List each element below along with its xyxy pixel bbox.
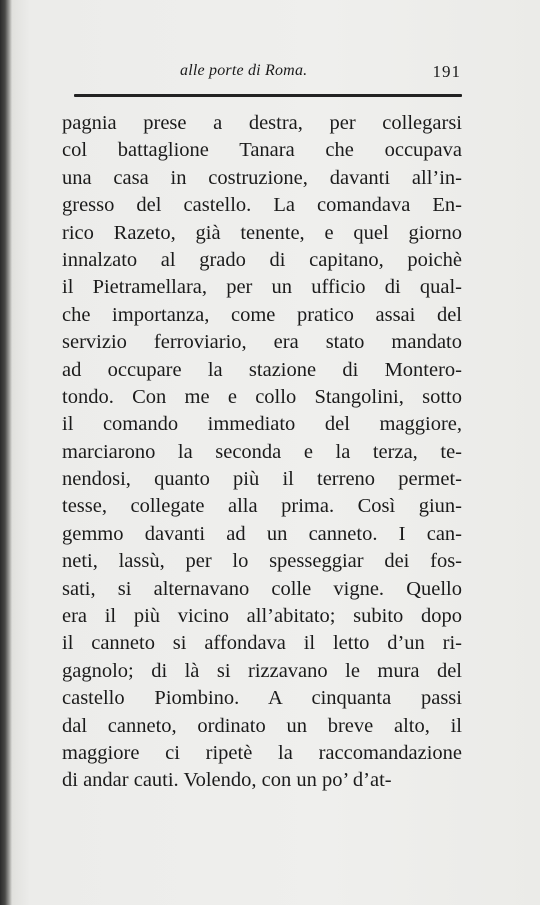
text-line: di andar cauti. Volendo, con un po’ d’at-	[62, 769, 392, 792]
text-line: il Pietramellara, per un ufficio di qual-	[62, 276, 462, 299]
text-line: ad occupare la stazione di Montero-	[62, 358, 462, 381]
text-line: tondo. Con me e collo Stangolini, sotto	[62, 385, 462, 408]
body-text	[62, 110, 462, 795]
text-line: neti, lassù, per lo spesseggiar dei fos-	[62, 550, 462, 573]
header-rule	[74, 94, 462, 97]
text-line: servizio ferroviario, era stato mandato	[62, 331, 462, 354]
text-line: innalzato al grado di capitano, poichè	[62, 248, 462, 271]
text-line: tesse, collegate alla prima. Così giun-	[62, 495, 462, 518]
binding-edge	[0, 0, 12, 905]
text-line: maggiore ci ripetè la raccomandazione	[62, 741, 462, 764]
text-line: gresso del castello. La comandava En-	[62, 194, 462, 217]
text-line: gemmo davanti ad un canneto. I can-	[62, 522, 462, 545]
text-line: che importanza, come pratico assai del	[62, 303, 462, 326]
text-line: dal canneto, ordinato un breve alto, il	[62, 714, 462, 737]
text-line: marciarono la seconda e la terza, te-	[62, 440, 462, 463]
text-line: nendosi, quanto più il terreno permet-	[62, 468, 462, 491]
text-line: il comando immediato del maggiore,	[62, 413, 462, 436]
text-line: sati, si alternavano colle vigne. Quello	[62, 577, 462, 600]
page-number: 191	[432, 62, 461, 81]
text-line: pagnia prese a destra, per collegarsi	[62, 112, 462, 134]
text-line: gagnolo; di là si rizzavano le mura del	[62, 659, 462, 682]
running-title: alle porte di Roma.	[180, 62, 308, 79]
text-line: col battaglione Tanara che occupava	[62, 139, 462, 162]
text-line: castello Piombino. A cinquanta passi	[62, 687, 462, 710]
page-header	[75, 58, 465, 88]
text-line: il canneto si affondava il letto d’un ri-	[62, 632, 462, 655]
text-line: rico Razeto, già tenente, e quel giorno	[62, 221, 462, 244]
text-line: era il più vicino all’abitato; subito dopo	[62, 605, 462, 628]
text-line: una casa in costruzione, davanti all’in-	[62, 166, 462, 189]
